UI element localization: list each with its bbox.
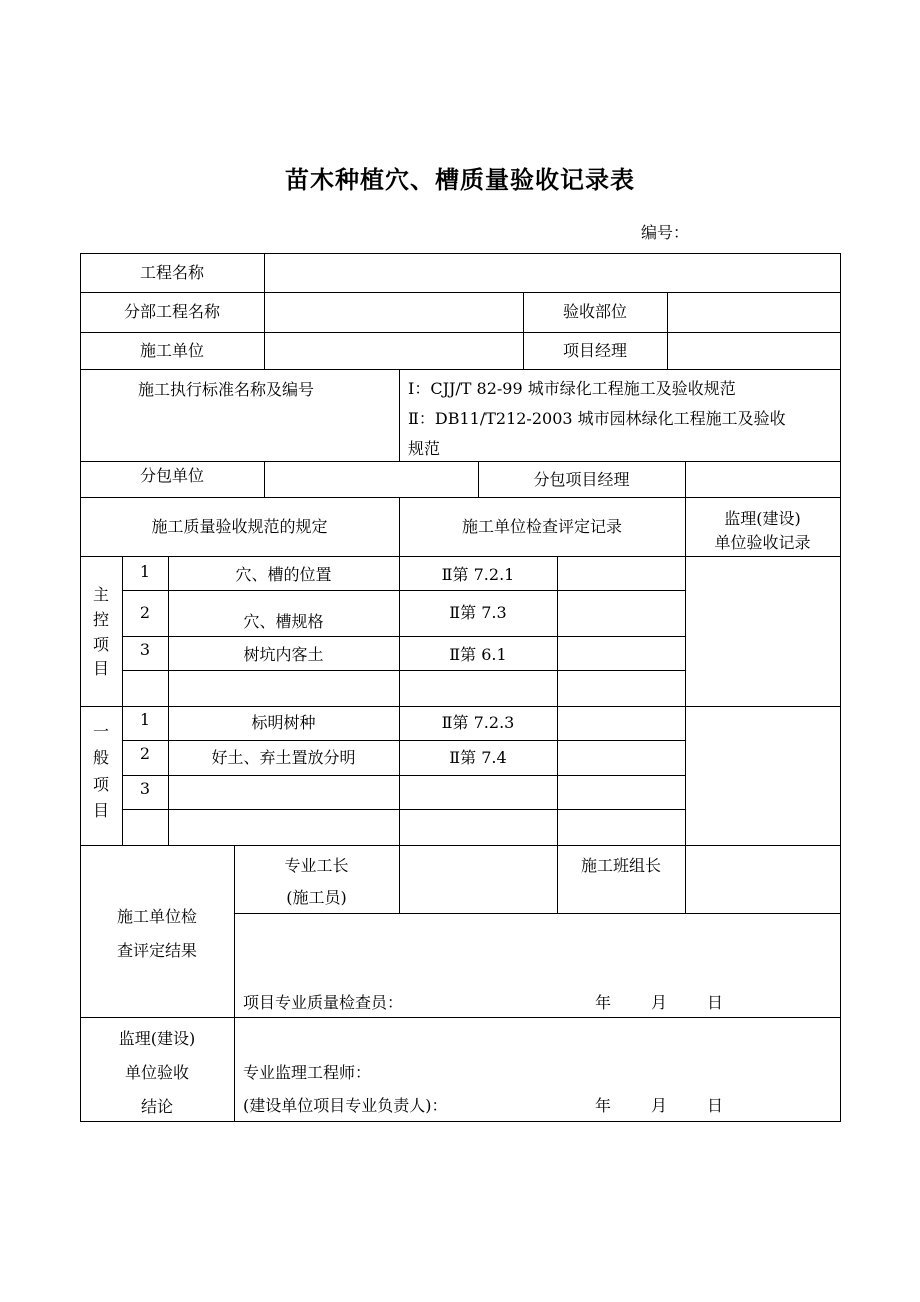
conclusion-line-1: 监理(建设) [118,1029,196,1048]
project-manager-label: 项目经理 [562,341,627,360]
project-name-label: 工程名称 [139,263,204,282]
check-result-line-2: 查评定结果 [116,941,197,960]
project-name-field[interactable] [268,262,836,284]
subcontract-unit-label: 分包单位 [139,466,204,485]
foreman-label-line-2: (施工员) [286,888,347,907]
date-year-label: 年 [595,1096,612,1115]
item-name: 穴、槽的位置 [235,565,332,584]
general-label-char: 一 [92,722,109,741]
item-number: 3 [139,779,151,798]
item-reference: Ⅱ第 6.1 [449,645,507,664]
supervision-header-line-2: 单位验收记录 [714,533,811,552]
inspector-label: 项目专业质量检查员： [243,993,404,1012]
main-control-label-char: 控 [92,610,109,629]
supervision-header-line-1: 监理(建设) [724,509,801,528]
general-label-char: 项 [92,775,109,794]
construction-unit-label: 施工单位 [139,341,204,360]
main-control-label-char: 主 [92,585,109,604]
page-title: 苗木种植穴、槽质量验收记录表 [285,165,635,194]
standard-line-1: Ⅰ：CJJ/T 82-99 城市绿化工程施工及验收规范 [408,379,736,398]
subcontract-manager-label: 分包项目经理 [533,470,630,489]
code-label: 编号： [641,223,690,242]
item-name: 树坑内客土 [243,645,324,664]
item-name: 好土、弃土置放分明 [211,748,356,767]
sub-project-field[interactable] [268,301,518,323]
team-leader-signature-field[interactable] [689,860,836,904]
subcontract-unit-field[interactable] [268,469,474,491]
item-number: 2 [139,603,151,622]
conclusion-line-3: 结论 [140,1097,173,1116]
item-reference: Ⅱ第 7.2.1 [441,565,515,584]
spec-header: 施工质量验收规范的规定 [151,517,328,536]
main-control-label-char: 目 [92,659,109,678]
foreman-label-line-1: 专业工长 [284,856,349,875]
item-name: 标明树种 [251,713,316,732]
date-year-label: 年 [595,993,612,1012]
conclusion-line-2: 单位验收 [124,1063,189,1082]
check-header: 施工单位检查评定记录 [461,517,622,536]
item-reference: Ⅱ第 7.2.3 [441,713,515,732]
acceptance-part-field[interactable] [671,301,836,323]
date-month-label: 月 [651,1096,668,1115]
date-day-label: 日 [707,1096,724,1115]
construction-unit-field[interactable] [268,340,518,362]
sub-project-label: 分部工程名称 [123,302,220,321]
item-number: 1 [139,562,151,581]
project-manager-field[interactable] [671,340,836,362]
item-number: 2 [139,744,151,763]
team-leader-label: 施工班组长 [580,856,661,875]
standard-label: 施工执行标准名称及编号 [138,380,315,399]
foreman-signature-field[interactable] [403,860,553,904]
item-number: 1 [139,710,151,729]
date-month-label: 月 [651,993,668,1012]
standard-line-2: Ⅱ：DB11/T212-2003 城市园林绿化工程施工及验收 [408,409,786,428]
item-reference: Ⅱ第 7.3 [449,603,507,622]
check-result-line-1: 施工单位检 [116,907,197,926]
item-reference: Ⅱ第 7.4 [449,748,507,767]
item-name: 穴、槽规格 [243,612,324,631]
main-control-label-char: 项 [92,635,109,654]
general-label-char: 目 [92,801,109,820]
date-day-label: 日 [707,993,724,1012]
supervisor-label: 专业监理工程师： [243,1063,372,1082]
item-number: 3 [139,640,151,659]
subcontract-manager-field[interactable] [689,469,836,491]
general-label-char: 般 [92,748,109,767]
standard-line-3: 规范 [408,439,441,458]
owner-label: (建设单位项目专业负责人)： [243,1096,448,1115]
acceptance-part-label: 验收部位 [562,302,627,321]
